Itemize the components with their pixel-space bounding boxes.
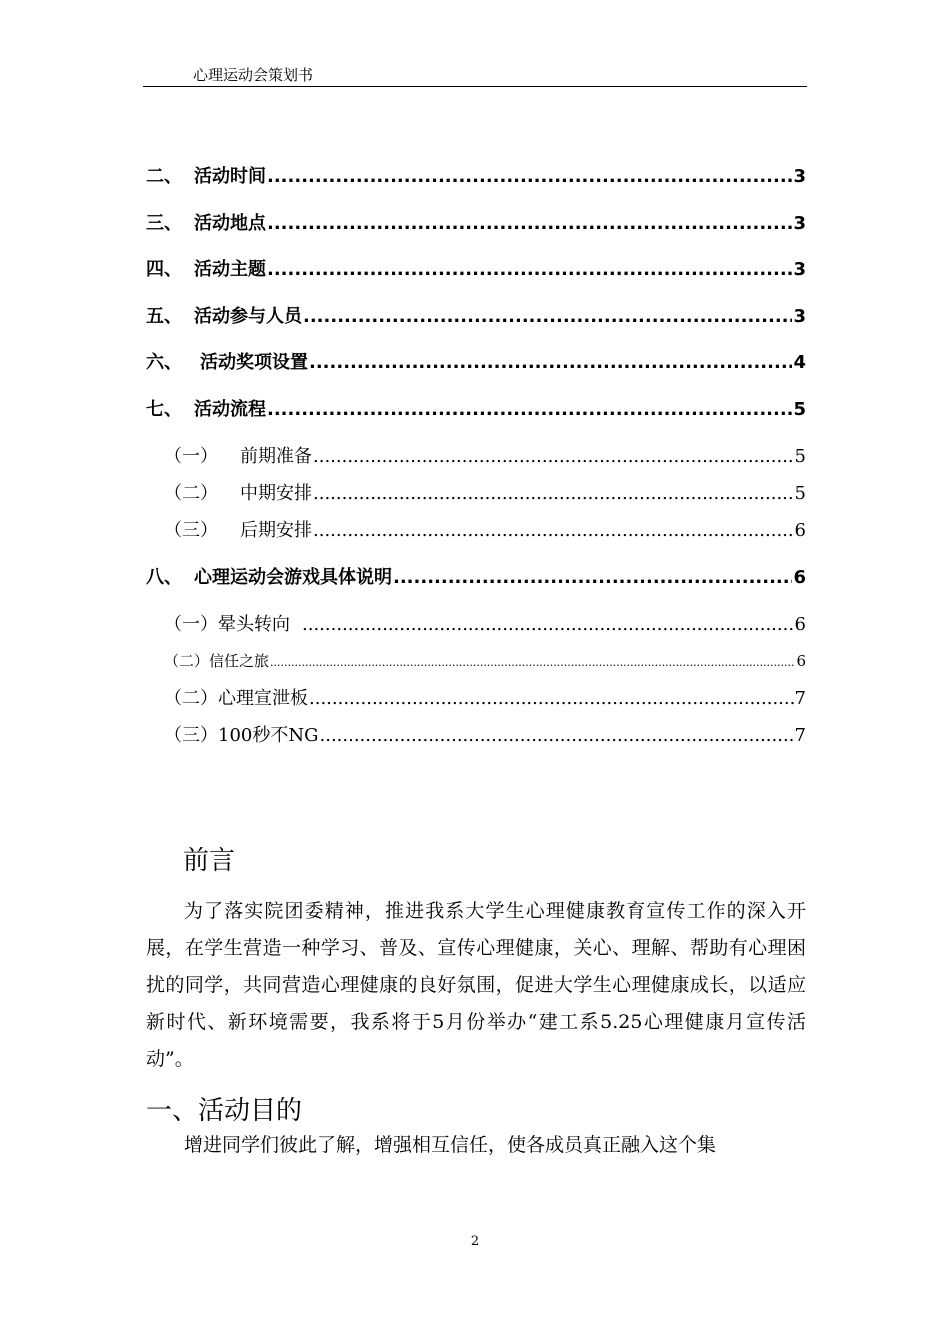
- toc-leader: [267, 399, 792, 420]
- toc-subentry[interactable]: [146, 610, 806, 636]
- toc-entry-page: 4: [793, 352, 806, 373]
- toc-entry[interactable]: [146, 348, 806, 374]
- toc-entry-number: （一）: [164, 446, 218, 467]
- toc-entry[interactable]: [146, 563, 806, 589]
- toc-entry-number: （三）: [164, 725, 218, 746]
- toc-entry-title: 活动地点: [194, 213, 266, 234]
- toc-subentry[interactable]: [146, 516, 806, 542]
- toc-subentry[interactable]: [146, 721, 806, 747]
- preface-paragraph: 为了落实院团委精神，推进我系大学生心理健康教育宣传工作的深入开展，在学生营造一种学习、普及、宣传心理健康，关心、理解、帮助有心理困扰的同学，共同营造心理健康的良好氛围，促进大学生心理健康成长，以适应新时代、新环境需要，我系将于5月份举办“建工系5.25心理健康月宣传活动”。: [146, 900, 806, 1070]
- toc-entry-number: （三）: [164, 520, 218, 541]
- toc-leader: [320, 725, 794, 746]
- toc-leader: [309, 352, 792, 373]
- toc-leader: [302, 614, 794, 635]
- toc-entry-number: 七、: [146, 399, 182, 420]
- toc-subentry[interactable]: [146, 650, 806, 671]
- toc-entry-title: 晕头转向: [218, 614, 290, 635]
- toc-entry-page: 3: [793, 213, 806, 234]
- toc-entry-number: （一）: [164, 614, 218, 635]
- toc-entry[interactable]: [146, 162, 806, 188]
- toc-entry-title: 信任之旅: [209, 652, 270, 670]
- toc-entry-title: 后期安排: [240, 520, 312, 541]
- toc-entry-number: （二）: [164, 652, 210, 670]
- toc-subentry[interactable]: [146, 442, 806, 468]
- toc-entry-page: 6: [794, 614, 806, 635]
- toc-entry-number: 四、: [146, 259, 182, 280]
- toc-leader: [313, 446, 794, 467]
- preface-heading: 前言: [183, 846, 236, 876]
- toc-entry-title: 100秒不NG: [218, 725, 319, 746]
- toc-entry-page: 7: [794, 688, 806, 709]
- toc-entry[interactable]: [146, 395, 806, 421]
- toc-leader: [309, 688, 794, 709]
- toc-entry-number: 二、: [146, 166, 182, 187]
- toc-entry-title: 心理宣泄板: [218, 688, 308, 709]
- toc-entry-title: 活动主题: [194, 259, 266, 280]
- toc-leader: [267, 213, 792, 234]
- toc-leader: [303, 306, 792, 327]
- toc-leader: [393, 567, 792, 588]
- toc-entry-page: 3: [793, 259, 806, 280]
- section-paragraph: 增进同学们彼此了解，增强相互信任，使各成员真正融入这个集: [184, 1134, 717, 1156]
- toc-entry-number: （二）: [164, 483, 218, 504]
- section-heading: 一、活动目的: [146, 1096, 303, 1126]
- toc-entry[interactable]: [146, 302, 806, 328]
- toc-entry[interactable]: [146, 209, 806, 235]
- toc-entry[interactable]: [146, 255, 806, 281]
- toc-subentry[interactable]: [146, 479, 806, 505]
- toc-entry-page: 6: [796, 652, 806, 670]
- toc-entry-page: 5: [794, 483, 806, 504]
- toc-entry-title: 活动奖项设置: [200, 352, 308, 373]
- toc-leader: [267, 166, 792, 187]
- toc-leader: [313, 520, 794, 541]
- toc-entry-title: 活动时间: [194, 166, 266, 187]
- toc-entry-number: 六、: [146, 352, 182, 373]
- header-title: 心理运动会策划书: [193, 66, 314, 84]
- toc-entry-title: 心理运动会游戏具体说明: [194, 567, 392, 588]
- toc-entry-page: 6: [794, 520, 806, 541]
- header-rule: [143, 86, 807, 87]
- toc-subentry[interactable]: [146, 684, 806, 710]
- toc-entry-page: 6: [793, 567, 806, 588]
- toc-entry-number: （二）: [164, 688, 218, 709]
- toc-entry-title: 前期准备: [240, 446, 312, 467]
- toc-entry-title: 活动参与人员: [194, 306, 302, 327]
- toc-entry-page: 5: [794, 446, 806, 467]
- toc-leader: [267, 259, 792, 280]
- toc-entry-number: 三、: [146, 213, 182, 234]
- toc-entry-page: 3: [793, 306, 806, 327]
- toc-entry-title: 中期安排: [240, 483, 312, 504]
- toc-entry-title: 活动流程: [194, 399, 266, 420]
- toc-leader: [313, 483, 794, 504]
- toc-entry-number: 八、: [146, 567, 182, 588]
- toc-entry-page: 7: [794, 725, 806, 746]
- page-number: 2: [470, 1234, 480, 1249]
- toc-entry-page: 3: [793, 166, 806, 187]
- toc-leader: [270, 656, 795, 669]
- toc-entry-number: 五、: [146, 306, 182, 327]
- toc-entry-page: 5: [793, 399, 806, 420]
